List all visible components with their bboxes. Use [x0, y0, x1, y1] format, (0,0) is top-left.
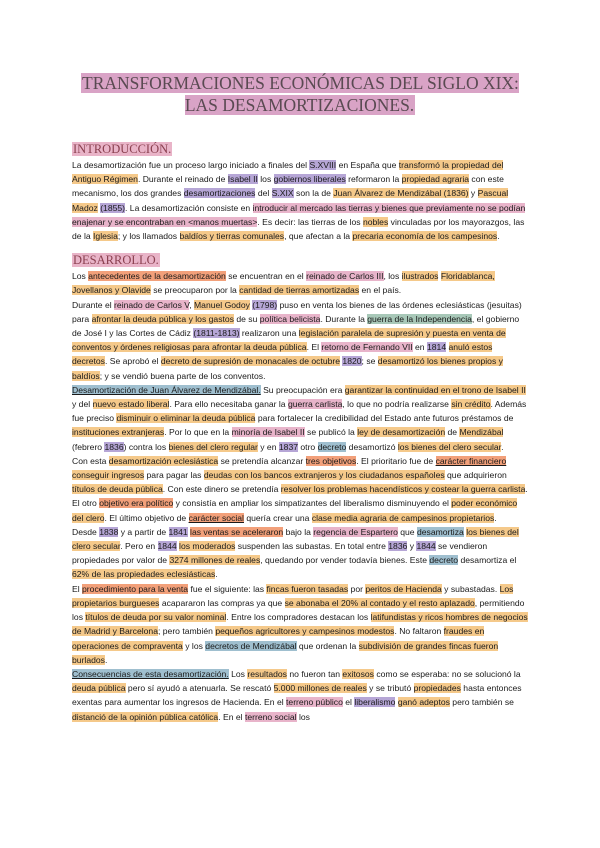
desarrollo-paragraph [72, 269, 528, 297]
highlighted-text: Desamortización de Juan Álvarez de Mendizábal. [72, 384, 261, 395]
text-run: . Pero en [120, 541, 158, 552]
text-run: con este mecanismo, los dos grandes [72, 174, 504, 199]
desarrollo-heading-text: DESARROLLO. [73, 253, 159, 268]
highlighted-text: guerra carlista [287, 399, 343, 410]
highlighted-text: Consecuencias de esta desamortización. [72, 668, 229, 679]
text-run: ; se [361, 356, 378, 367]
highlighted-text: los bienes del clero secular [397, 441, 502, 452]
highlighted-text: instituciones extranjeras [72, 427, 165, 438]
highlighted-text: decreto de supresión de monacales de octubre [160, 356, 341, 367]
highlighted-text: 1836 [104, 441, 124, 452]
text-run: por [348, 583, 366, 594]
highlighted-text: 5.000 millones de reales [273, 683, 367, 694]
text-run: El [72, 583, 83, 594]
text-run: , [189, 299, 194, 310]
text-run: se vendieron propiedades por valor de [72, 541, 488, 566]
highlighted-text: 1836 [388, 541, 408, 552]
highlighted-text: Los propietarios burgueses [72, 583, 514, 608]
text-run: y los [182, 640, 206, 651]
highlighted-text: subdivisión de grandes fincas fueron burlados [72, 640, 499, 665]
highlighted-text: desamortizó los bienes propios y baldíos [72, 356, 503, 381]
highlighted-text: exitosos [342, 668, 374, 679]
text-run: los [257, 174, 274, 185]
highlighted-text: afrontar la deuda pública y los gastos [91, 313, 234, 324]
text-run: el [342, 697, 355, 708]
highlighted-text: resultados [247, 668, 287, 679]
highlighted-text: decreto [317, 441, 347, 452]
text-run: . [497, 231, 500, 242]
text-run: . El prioritario fue de [356, 455, 436, 466]
text-run: , permitiendo los [72, 597, 525, 623]
highlighted-text: deudas con los bancos extranjeros y los ciudadanos españoles [203, 470, 445, 481]
intro-heading [72, 142, 528, 156]
text-run: de su [233, 313, 260, 324]
highlighted-text: nobles [362, 216, 389, 227]
text-run: . Durante el reinado de [137, 174, 228, 185]
desarrollo-paragraph [72, 525, 528, 582]
text-run: . Por lo que en la [164, 427, 232, 438]
text-run: . El otro [72, 484, 528, 509]
highlighted-text: se abonaba el 20% al contado y el resto aplazado [284, 597, 475, 608]
text-run: . El [306, 342, 322, 353]
highlighted-text: (1855) [100, 202, 126, 213]
text-run: , el gobierno de José I y las Cortes de Cádiz [72, 313, 520, 339]
highlighted-text: Floridablanca, Jovellanos y Olavide [72, 271, 495, 296]
highlighted-text: 62% de las propiedades eclesiásticas [72, 569, 216, 580]
text-run: . [501, 441, 504, 452]
text-run: para fortalecer la credibilidad del Estado ante futuros préstamos de [255, 413, 514, 424]
highlighted-text: Pascual Madoz [72, 188, 509, 213]
text-run: en España que [336, 160, 399, 170]
highlighted-text: clase media agraria de campesinos propietarios [311, 512, 495, 523]
text-run: . Durante la [320, 313, 368, 324]
highlighted-text: desamortizaciones [183, 188, 256, 199]
text-run: y [407, 541, 417, 552]
text-run: fue el siguiente: las [188, 583, 267, 594]
highlighted-text: pequeños agricultores y campesinos modestos [215, 626, 395, 637]
text-run: y en [257, 441, 279, 452]
text-run: otro [298, 441, 318, 452]
text-run: . [215, 569, 218, 580]
text-run: y se tributó [366, 683, 414, 694]
highlighted-text: 1820 [342, 356, 362, 367]
text-run: . La desamortización consiste en [125, 202, 253, 213]
text-run: realizaron una [239, 328, 299, 339]
text-run: . [494, 512, 497, 523]
text-run: . El último objetivo de [104, 512, 189, 523]
desarrollo-heading [72, 253, 528, 267]
highlighted-text: procedimiento para la venta [82, 583, 189, 594]
highlighted-text: disminuir o eliminar la deuda pública [116, 413, 256, 424]
highlighted-text: terreno público [286, 697, 343, 708]
text-run: Los [72, 271, 89, 282]
text-run: . [104, 654, 108, 665]
highlighted-text: reinado de Carlos V [114, 299, 190, 310]
highlighted-text: (1798) [252, 299, 278, 310]
text-run: . No faltaron [394, 626, 444, 637]
highlighted-text: política belicista [259, 313, 321, 324]
text-run: se preocuparon por la [150, 285, 240, 296]
highlighted-text: terreno social [244, 711, 297, 722]
highlighted-text: decretos de Mendizábal [205, 640, 297, 651]
text-run: . Entre los compradores destacan los [226, 612, 371, 623]
highlighted-text: precaria economía de los campesinos [352, 231, 498, 242]
highlighted-text: ganó adeptos [397, 697, 450, 708]
text-run: en [412, 342, 427, 353]
highlighted-text: 1814 [426, 342, 447, 353]
intro-paragraph [72, 158, 528, 243]
text-run: acapararon las compras ya que [159, 597, 285, 608]
highlighted-text: introducir al mercado las tierras y bienes que previamente no se podían enajenar y se encontraban en <manos muertas> [72, 202, 526, 227]
highlighted-text: 1837 [278, 441, 299, 452]
text-run: se pretendía alcanzar [218, 455, 306, 466]
highlighted-text: fincas fueron tasadas [266, 583, 349, 594]
desarrollo-paragraph [72, 383, 528, 454]
text-run: suspenden las subastas. En total entre [235, 541, 389, 552]
text-run: , lo que no podría realizarse [342, 399, 452, 410]
highlighted-text: gobiernos liberales [273, 174, 346, 185]
text-run: Los [228, 668, 248, 679]
highlighted-text: Mendizábal [459, 427, 504, 438]
text-run: La desamortización fue un proceso largo iniciado a finales del [72, 160, 310, 170]
highlighted-text: los moderados [179, 541, 236, 552]
highlighted-text: anuló estos decretos [72, 342, 493, 367]
highlighted-text: peritos de Hacienda [365, 583, 442, 594]
highlighted-text: (1811-1813) [193, 328, 240, 339]
highlighted-text: fraudes en operaciones de compraventa [72, 626, 485, 651]
highlighted-text: tres objetivos [305, 455, 357, 466]
text-run: desamortiza el [458, 555, 517, 566]
text-run: , que afectan a la [284, 231, 353, 242]
highlighted-text: cantidad de tierras amortizadas [239, 285, 360, 296]
text-run: , quedando por vender todavía bienes. Este [260, 555, 430, 566]
text-run: de [445, 427, 460, 438]
highlighted-text: guerra de la Independencia [367, 313, 472, 324]
text-run: . Se aprobó el [104, 356, 161, 367]
highlighted-text: garantizar la continuidad en el trono de Isabel II [344, 384, 526, 395]
desarrollo-paragraph [72, 454, 528, 525]
text-run: bajo la [283, 526, 314, 537]
intro-heading-text: INTRODUCCIÓN. [73, 142, 172, 156]
text-run: ; y los llamados [117, 231, 180, 242]
highlighted-text: 3274 millones de reales [169, 555, 261, 566]
highlighted-text: las ventas se aceleraron [190, 526, 284, 537]
text-run: Desde [72, 526, 100, 537]
desarrollo-paragraph [72, 582, 528, 667]
document-title-text: TRANSFORMACIONES ECONÓMICAS DEL SIGLO XIX: LAS DESAMORTIZACIONES. [82, 73, 519, 115]
highlighted-text: antecedentes de la desamortización [88, 271, 226, 282]
highlighted-text: conseguir ingresos [72, 470, 145, 481]
text-run: ) contra los [123, 441, 169, 452]
text-run: y del [72, 399, 93, 410]
text-run: hasta entonces exentas para aumentar los ingresos de Hacienda. En el [72, 683, 522, 708]
highlighted-text: S.XVIII [309, 160, 337, 170]
text-run: y consistía en ampliar los simpatizantes del liberalismo disminuyendo el [173, 498, 452, 509]
text-run: y a partir de [118, 526, 169, 537]
highlighted-text: resolver los problemas hacendísticos y costear la guerra carlista [280, 484, 526, 495]
desarrollo-paragraph [72, 298, 528, 383]
text-run: que adquirieron [444, 470, 507, 481]
text-run: desamortizó [346, 441, 398, 452]
highlighted-text: 1844 [416, 541, 436, 552]
text-run: (febrero [72, 441, 105, 452]
text-run: en el país. [359, 285, 402, 296]
highlighted-text: Isabel II [227, 174, 258, 185]
text-run: . Para ello necesitaba ganar la [169, 399, 288, 410]
highlighted-text: Juan Álvarez de Mendizábal (1836) [333, 188, 469, 199]
highlighted-text: títulos de deuda por su valor nominal [85, 612, 227, 623]
highlighted-text: carácter financiero [435, 455, 507, 466]
highlighted-text: baldíos y tierras comunales [179, 231, 285, 242]
text-run: Con esta [72, 455, 109, 466]
highlighted-text: desamortización eclesiástica [108, 455, 219, 466]
highlighted-text: títulos de deuda pública [72, 484, 163, 495]
highlighted-text: retorno de Fernando VII [321, 342, 413, 353]
highlighted-text: poder económico del clero [72, 498, 518, 523]
text-run: . Es decir: las tierras de los [257, 216, 363, 227]
text-run: para pagar las [144, 470, 204, 481]
highlighted-text: desamortiza [416, 526, 464, 537]
highlighted-text: carácter social [188, 512, 244, 523]
text-run: . Además fue preciso [72, 399, 527, 424]
text-run: y [468, 188, 478, 199]
text-run: pero sí ayudó a atenuarla. Se rescató [125, 683, 274, 694]
highlighted-text: latifundistas y ricos hombres de negocios de Madrid y Barcelona [72, 612, 528, 637]
text-run: . En el [218, 711, 245, 722]
highlighted-text: transformó la propiedad del Antiguo Régimen [72, 160, 504, 185]
text-run: quería crear una [243, 512, 312, 523]
text-run: pero también se [449, 697, 514, 708]
highlighted-text: legislación paralela de supresión y puesta en venta de conventos y órdenes religiosas para afrontar la deuda pública [72, 328, 506, 353]
text-run: reformaron la [345, 174, 402, 185]
highlighted-text: ley de desamortización [357, 427, 446, 438]
highlighted-text: sin crédito [451, 399, 491, 410]
highlighted-text: 1838 [99, 526, 119, 537]
text-run: Su preocupación era [260, 384, 345, 395]
highlighted-text: propiedad agraria [401, 174, 470, 185]
highlighted-text: Manuel Godoy [194, 299, 250, 310]
highlighted-text: S.XIX [271, 188, 294, 199]
text-run: . Con este dinero se pretendía [162, 484, 281, 495]
highlighted-text: Iglesia [93, 231, 118, 242]
text-run: , los [383, 271, 402, 282]
highlighted-text: bienes del clero regular [168, 441, 258, 452]
highlighted-text: liberalismo [354, 697, 396, 708]
text-run: y subastadas. [441, 583, 500, 594]
text-run: son la de [293, 188, 334, 199]
highlighted-text: objetivo era político [99, 498, 174, 509]
highlighted-text: propiedades [413, 683, 461, 694]
document-title [80, 72, 520, 116]
text-run: del [255, 188, 272, 199]
text-run: puso en venta los bienes de las órdenes eclesiásticas (jesuitas) para [72, 299, 522, 324]
highlighted-text: deuda pública [72, 683, 126, 694]
highlighted-text: ilustrados [401, 271, 439, 282]
highlighted-text: reinado de Carlos III [306, 271, 384, 282]
text-run: los [296, 711, 310, 722]
text-run: vinculadas por los mayorazgos, las de la [72, 216, 525, 242]
text-run: se publicó la [304, 427, 358, 438]
highlighted-text: 1841 [168, 526, 188, 537]
text-run: ; pero también [157, 626, 216, 637]
highlighted-text: nuevo estado liberal [92, 399, 170, 410]
desarrollo-body [72, 269, 528, 724]
text-run: se encuentran en el [225, 271, 307, 282]
highlighted-text: 1844 [157, 541, 177, 552]
highlighted-text: minoría de Isabel II [231, 427, 305, 438]
highlighted-text: distanció de la opinión pública católica [72, 711, 219, 722]
highlighted-text: decreto [429, 555, 459, 566]
highlighted-text: regencia de Espartero [313, 526, 398, 537]
text-run: que [397, 526, 417, 537]
highlighted-text: los bienes del clero secular [72, 526, 519, 552]
desarrollo-paragraph [72, 667, 528, 724]
section-spacer [72, 243, 528, 253]
text-run: ; y se vendió buena parte de los conventos. [99, 370, 266, 381]
text-run: que ordenan la [296, 640, 359, 651]
text-run: como se esperaba: no se solucionó la [373, 668, 521, 679]
text-run: no fueron tan [286, 668, 343, 679]
text-run: Durante el [72, 299, 115, 310]
